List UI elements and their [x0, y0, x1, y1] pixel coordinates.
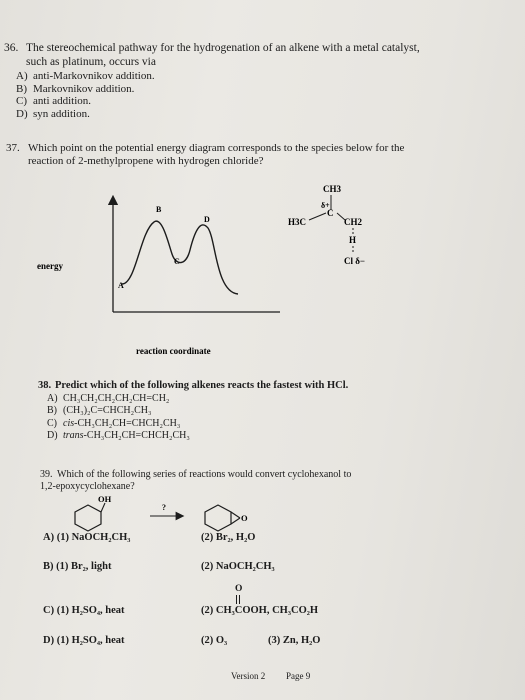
q39-d-step3: (3) Zn, H₂O [268, 635, 321, 646]
central-carbon: C [327, 208, 334, 218]
question-text: The stereochemical pathway for the hydrogenation of an alkene with a metal catalyst, [26, 42, 420, 54]
point-a-label: A [118, 281, 124, 290]
carbonyl-double-bond [236, 595, 240, 604]
point-c-label: C [174, 257, 180, 266]
q39-choice-c[interactable]: C) (1) H₂SO₄, heat [43, 605, 125, 616]
cyclohexanol-ring [75, 505, 101, 531]
epoxide-oxygen: O [241, 513, 248, 523]
choice-c[interactable]: C) cis-CH₃CH₂CH=CHCH₂CH₃ [47, 417, 181, 429]
choice-a[interactable]: A) anti-Markovnikov addition. [16, 70, 155, 82]
hydroxyl-label: OH [98, 494, 112, 504]
reaction-scheme [60, 490, 260, 535]
q39-choice-d[interactable]: D) (1) H₂SO₄, heat [43, 635, 125, 646]
question-mark: ? [162, 503, 166, 512]
methylene-right: CH2 [344, 217, 362, 227]
choice-a[interactable]: A) CH₃CH₂CH₂CH₂CH=CH₂ [47, 392, 170, 404]
question-text: Which point on the potential energy diagram corresponds to the species below for the [28, 142, 405, 154]
carbocation-structure [282, 180, 392, 270]
question-number: 38. [38, 380, 52, 391]
point-d-label: D [204, 215, 210, 224]
question-37 [6, 142, 516, 168]
question-text-continued: reaction of 2-methylpropene with hydrogen chloride? [28, 155, 264, 167]
version-label: Version 2 [231, 671, 266, 681]
q39-d-step2: (2) O₃ [201, 635, 228, 646]
choice-d[interactable]: D) trans-CH₃CH₂CH=CHCH₂CH₃ [47, 430, 190, 441]
q39-choice-b[interactable]: B) (1) Br₂, light [43, 561, 112, 572]
question-38 [38, 380, 348, 443]
question-36 [4, 42, 514, 69]
q39-choice-a[interactable]: A) (1) NaOCH₂CH₃ [43, 532, 131, 543]
q36-choices [16, 70, 155, 120]
question-number: 37. [6, 142, 20, 154]
methyl-left: H3C [288, 217, 306, 227]
question-text-continued: such as platinum, occurs via [26, 55, 156, 68]
question-number: 39. [40, 469, 53, 480]
q39-a-step2: (2) Br₂, H₂O [201, 532, 256, 543]
delta-plus: δ+ [321, 201, 330, 210]
hydrogen: H [349, 235, 357, 245]
energy-diagram [37, 192, 300, 362]
y-axis-label: energy [37, 261, 63, 271]
carbonyl-oxygen: O [235, 584, 243, 594]
choice-b[interactable]: B) (CH₃)₂C=CHCH₂CH₃ [47, 405, 152, 416]
chloride: Cl δ− [344, 256, 366, 266]
question-text: Predict which of the following alkenes reacts the fastest with HCl. [55, 380, 349, 391]
choice-c[interactable]: C) anti addition. [16, 95, 92, 107]
energy-curve [122, 221, 238, 294]
q39-c-step2: (2) CH₃COOH, CH₃CO₂H [201, 605, 319, 616]
choice-b[interactable]: B) Markovnikov addition. [16, 82, 135, 95]
methyl-top: CH3 [323, 184, 341, 194]
question-text-continued: 1,2-epoxycyclohexane? [40, 481, 135, 492]
question-text: Which of the following series of reactions would convert cyclohexanol to [57, 469, 352, 480]
choice-d[interactable]: D) syn addition. [16, 107, 90, 120]
page-number: Page 9 [286, 671, 311, 681]
q39-b-step2: (2) NaOCH₂CH₃ [201, 561, 275, 572]
question-number: 36. [4, 42, 19, 54]
point-b-label: B [156, 205, 162, 214]
x-axis-label: reaction coordinate [136, 346, 211, 356]
epoxide-ring [205, 505, 231, 531]
